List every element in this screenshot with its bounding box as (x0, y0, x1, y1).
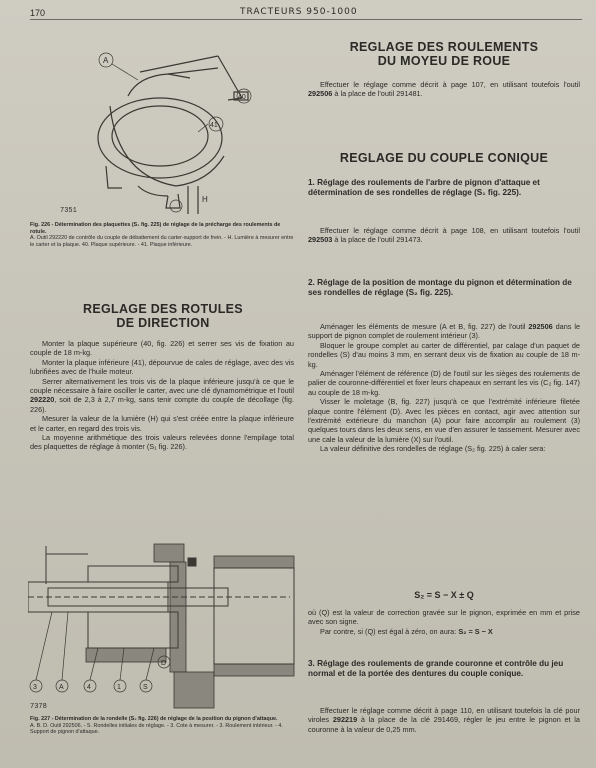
figure-226-caption-body: A. Outil 292220 de contrôle du couple de débattement du carter-support de frein. - H. Lumière à mesurer entre le carter et la plaque. 40. Plaque supérieure. - 41. Plaque inférieure. (30, 235, 294, 248)
section-rotules-p3 (30, 377, 294, 415)
figure-227-ref: 7378 (30, 703, 47, 711)
section-couple-s2-tail (308, 608, 580, 636)
figure-226 (48, 36, 296, 216)
section-couple-s2-p6: où (Q) est la valeur de correction gravée sur le pignon, exprimée en mm et prise avec son signe. (308, 608, 580, 627)
section-rotules-p5: La moyenne arithmétique des trois valeurs relevées donne l'empilage total des plaquettes de réglage à monter (S₁ fig. 226). (30, 433, 294, 452)
section-couple-s3-p1 (308, 706, 580, 734)
section-couple-s2-title: 2. Réglage de la position de montage du pignon et détermination de ses rondelles de réglage (S₂ fig. 225). (308, 278, 572, 297)
page-number: 170 (30, 8, 46, 18)
section-couple-s1-title: 1. Réglage des roulements de l'arbre de pignon d'attaque et détermination de ses rondelles de réglage (S₁ fig. 225). (308, 178, 540, 197)
section-moyeu-title-line2: DU MOYEU DE ROUE (377, 54, 511, 68)
section-couple-s1-p1-text-end: à la place de l'outil 291473. (332, 235, 423, 245)
section-rotules-p3-text-end: , soit de 2,3 à 2,7 m-kg, sans tenir compte du couple de décollage (fig. 226). (30, 395, 294, 414)
section-couple-s2-p7-formula: S₂ = S − X (458, 626, 493, 636)
section-couple-s2-p5: La valeur définitive des rondelles de réglage (S₂ fig. 225) à caler sera: (320, 444, 546, 454)
header-rule (30, 19, 582, 20)
figure-227-label-a: A (59, 684, 64, 691)
figure-227-caption (30, 716, 296, 736)
section-couple-s3-tool: 292219 (332, 715, 358, 725)
figure-226-label-a: A (103, 56, 109, 65)
section-moyeu-title-line1: REGLAGE DES ROULEMENTS (349, 40, 539, 54)
section-couple-s2-p2: Bloquer le groupe complet au carter de différentiel, par calage d'un paquet de rondelles (S) d'au moins 3 mm, en serrant deux vis de fixation au couple de 18 m-kg. (308, 340, 580, 369)
section-couple-s3-p1-text: Effectuer le réglage comme décrit à page 110, en utilisant toutefois la clé pour viroles (308, 706, 580, 725)
figure-226-ref: 7351 (60, 207, 77, 215)
figure-227-caption-body: A. B. D. Outil 292506. - S. Rondelles initiales de réglage. - 3. Cote à mesurer. - 3. Roulement intérieur. - 4. Support de pignon d'attaque. (30, 722, 283, 736)
section-rotules-p3-text: Serrer alternativement les trois vis de la plaque inférieure jusqu'à ce que le couple nécessaire à faire osciller le carter, avec une clé dynamométrique et l'outil (30, 376, 294, 396)
figure-227-label-4: 4 (87, 684, 91, 691)
section-moyeu-p1 (308, 80, 580, 99)
figure-226-label-41: 41 (210, 122, 218, 129)
section-couple-title: REGLAGE DU COUPLE CONIQUE (339, 151, 549, 165)
section-moyeu-p1-text: Effectuer le réglage comme décrit à page 107, en utilisant toutefois l'outil (320, 80, 580, 89)
figure-227-label-s: S (143, 684, 148, 691)
section-couple-s2-p3: Aménager l'élément de référence (D) de l'outil sur les sièges des roulements de palier de couronne-différentiel et fixer leurs chapeaux en serrant les vis (C₂ fig. 147) au couple de 18 m-kg. (308, 369, 580, 397)
section-rotules-title-line2: DE DIRECTION (116, 316, 210, 330)
section-couple-s1-p1-text: Effectuer le réglage comme décrit à page 108, en utilisant toutefois l'outil (320, 226, 580, 235)
section-couple-s2-tool: 292506 (528, 322, 553, 331)
figure-227-label-d: D (161, 660, 167, 667)
running-title: TRACTEURS 950-1000 (240, 7, 358, 17)
section-rotules-p4: Mesurer la valeur de la lumière (H) qui s'est créée entre la plaque inférieure et le carter, en regard des trois vis. (30, 414, 294, 433)
section-moyeu-title (308, 40, 580, 68)
section-couple-s2-p1-text-end: dans le support de pignon complet de roulement intérieur (3). (308, 322, 581, 341)
section-rotules-p1: Monter la plaque supérieure (40, fig. 226) et serrer ses vis de fixation au couple de 18 m-kg. (30, 339, 294, 358)
section-couple-s2-p1 (308, 322, 580, 341)
section-couple-s2-p7-text: Par contre, si (Q) est égal à zéro, on aura: (320, 626, 459, 636)
figure-227-drawing (28, 536, 296, 714)
section-couple-s1-tool: 292503 (308, 235, 333, 245)
section-moyeu-p1-text-end: à la place de l'outil 291481. (332, 89, 423, 99)
section-couple-s3-p1-text-end: à la place de la clé 291469, régler le jeu entre le pignon et la couronne à la valeur de 0,25 mm. (308, 715, 580, 734)
section-couple-formula: S₂ = S − X ± Q (414, 590, 474, 600)
section-couple-s2-p7 (308, 627, 580, 636)
figure-226-label-40: 40 (238, 94, 246, 101)
figure-227-label-1: 1 (117, 684, 121, 691)
section-couple-s2-body (308, 322, 580, 454)
section-rotules-body (30, 339, 294, 452)
section-rotules-p3-tool: 292220 (30, 395, 55, 405)
section-rotules-p2: Monter la plaque inférieure (41), dépourvue de cales de réglage, avec des vis lubrifiées avec de l'huile moteur. (30, 357, 294, 377)
section-couple-s1-p1 (308, 226, 580, 245)
section-couple-s2-p4: Visser le moletage (B, fig. 227) jusqu'à ce que l'extrémité inférieure filetée plaque contre l'élément (D). Avec les pièces en contact, agir avec attention sur l'extrémité extérieure du manchon (A) pour faire accomplir au roulement (3) quelques tours dans les deux sens, en vue d'en assurer le tassement. Mesurer avec une cale la valeur de la lumière (X) sur l'outil. (308, 397, 580, 444)
figure-227 (28, 536, 296, 714)
section-moyeu-p1-tool: 292506 (308, 89, 333, 99)
section-couple-s3-title: 3. Réglage des roulements de grande couronne et contrôle du jeu normal et de la portée des dentures du couple conique. (308, 659, 564, 678)
figure-226-caption-title: Fig. 226 - Détermination des plaquettes (S₁ fig. 225) de réglage de la précharge des roulements de rotule. (30, 222, 281, 235)
figure-226-drawing (48, 36, 296, 216)
section-couple-s2-p1-text: Aménager les éléments de mesure (A et B, fig. 227) de l'outil (320, 322, 529, 331)
figure-226-caption (30, 222, 296, 248)
figure-227-label-3: 3 (33, 684, 37, 691)
figure-227-caption-title: Fig. 227 - Détermination de la rondelle (S₂ fig. 226) de réglage de la position du pignon d'attaque. (30, 716, 278, 722)
section-rotules-title-line1: REGLAGE DES ROTULES (83, 302, 243, 316)
figure-226-label-h: H (202, 195, 208, 204)
section-rotules-title (30, 302, 296, 330)
